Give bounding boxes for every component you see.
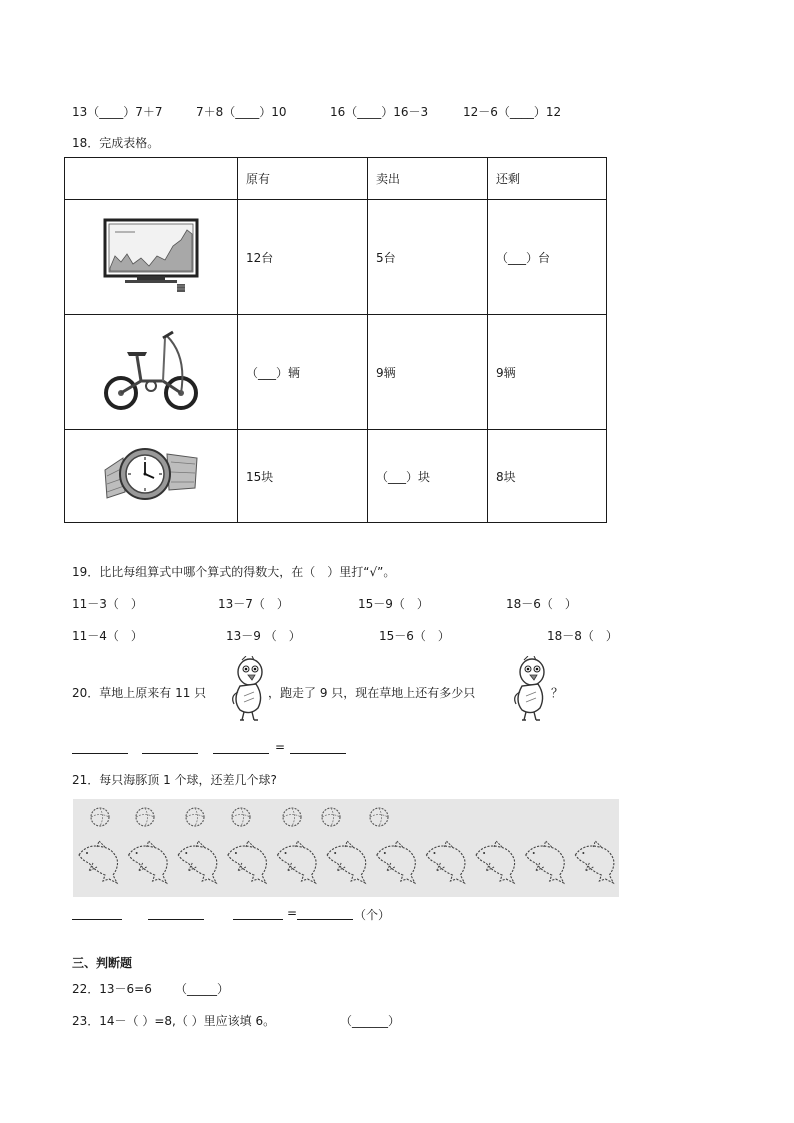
dolphin-icon xyxy=(476,841,515,883)
bird-icon xyxy=(510,656,550,725)
q21-unit: （个） xyxy=(354,908,391,922)
bicycle-icon xyxy=(65,315,238,430)
cell-bike-original[interactable]: （___）辆 xyxy=(238,315,368,430)
q19-r1-d[interactable]: 18－6（ ） xyxy=(506,597,577,611)
q23-text: 23．14－（ ）=8,（ ）里应该填 6。 xyxy=(72,1014,276,1028)
q17-item-1: 13（____）7＋7 xyxy=(72,105,163,119)
q19-r2-b[interactable]: 13－9 （ ） xyxy=(226,629,301,643)
q18-table xyxy=(64,157,607,523)
dolphin-icon xyxy=(278,841,317,883)
q20-blank-1[interactable] xyxy=(72,753,128,754)
q17-item-4: 12－6（____）12 xyxy=(463,105,562,119)
q20-blank-3[interactable] xyxy=(213,753,269,754)
q19-r1-b[interactable]: 13－7（ ） xyxy=(218,597,289,611)
dolphin-icon xyxy=(228,841,267,883)
cell-tv-original: 12台 xyxy=(238,200,368,315)
ball-icon xyxy=(136,808,154,826)
q23-answer-paren[interactable]: （______） xyxy=(340,1014,401,1028)
dolphin-icon xyxy=(377,841,416,883)
tv-monitor-icon xyxy=(65,200,238,315)
q21-equals: = xyxy=(287,906,298,920)
section-3-heading: 三、判断题 xyxy=(72,956,133,970)
cell-tv-sold: 5台 xyxy=(368,200,488,315)
q21-blank-1[interactable] xyxy=(72,919,122,920)
q19-title: 19．比比每组算式中哪个算式的得数大，在（ ）里打“√”。 xyxy=(72,565,396,579)
q22-text: 22．13－6=6 xyxy=(72,982,152,996)
cell-watch-sold[interactable]: （___）块 xyxy=(368,430,488,523)
header-original: 原有 xyxy=(238,158,368,200)
q20-blank-answer[interactable] xyxy=(290,753,346,754)
q19-r1-a[interactable]: 11－3（ ） xyxy=(72,597,143,611)
table-row xyxy=(65,430,607,523)
q19-r1-c[interactable]: 15－9（ ） xyxy=(358,597,429,611)
header-empty xyxy=(65,158,238,200)
cell-tv-remaining[interactable]: （___）台 xyxy=(488,200,607,315)
table-row xyxy=(65,315,607,430)
cell-bike-sold: 9辆 xyxy=(368,315,488,430)
dolphin-icon xyxy=(129,841,168,883)
bird-icon xyxy=(228,656,268,725)
dolphin-icon xyxy=(426,841,465,883)
table-header-row xyxy=(65,158,607,200)
q22-answer-paren[interactable]: （_____） xyxy=(175,982,230,996)
q19-r2-a[interactable]: 11－4（ ） xyxy=(72,629,143,643)
wristwatch-icon xyxy=(65,430,238,523)
header-remaining: 还剩 xyxy=(488,158,607,200)
q19-r2-d[interactable]: 18－8（ ） xyxy=(547,629,618,643)
q21-blank-2[interactable] xyxy=(148,919,204,920)
q20-text-3: ？ xyxy=(551,686,564,700)
dolphin-ball-picture xyxy=(73,799,619,897)
q17-item-2: 7＋8（____）10 xyxy=(196,105,287,119)
q21-blank-3[interactable] xyxy=(233,919,283,920)
cell-bike-remaining: 9辆 xyxy=(488,315,607,430)
ball-icon xyxy=(322,808,340,826)
dolphin-icon xyxy=(79,841,118,883)
ball-icon xyxy=(283,808,301,826)
q20-text-1: 20．草地上原来有 11 只 xyxy=(72,686,207,700)
q18-title: 18．完成表格。 xyxy=(72,136,160,150)
cell-watch-original: 15块 xyxy=(238,430,368,523)
q20-blank-2[interactable] xyxy=(142,753,198,754)
dolphin-icon xyxy=(327,841,366,883)
header-sold: 卖出 xyxy=(368,158,488,200)
cell-watch-remaining: 8块 xyxy=(488,430,607,523)
ball-icon xyxy=(370,808,388,826)
q19-r2-c[interactable]: 15－6（ ） xyxy=(379,629,450,643)
table-row xyxy=(65,200,607,315)
dolphin-icon xyxy=(575,841,614,883)
q20-equals: = xyxy=(275,740,286,754)
q21-title: 21．每只海豚顶 1 个球，还差几个球? xyxy=(72,773,277,787)
ball-icon xyxy=(186,808,204,826)
dolphin-icon xyxy=(178,841,217,883)
ball-icon xyxy=(91,808,109,826)
q20-text-2: ，跑走了 9 只，现在草地上还有多少只 xyxy=(268,686,476,700)
ball-icon xyxy=(232,808,250,826)
dolphin-icon xyxy=(526,841,565,883)
q21-blank-answer[interactable] xyxy=(297,919,353,920)
q17-item-3: 16（____）16－3 xyxy=(330,105,429,119)
